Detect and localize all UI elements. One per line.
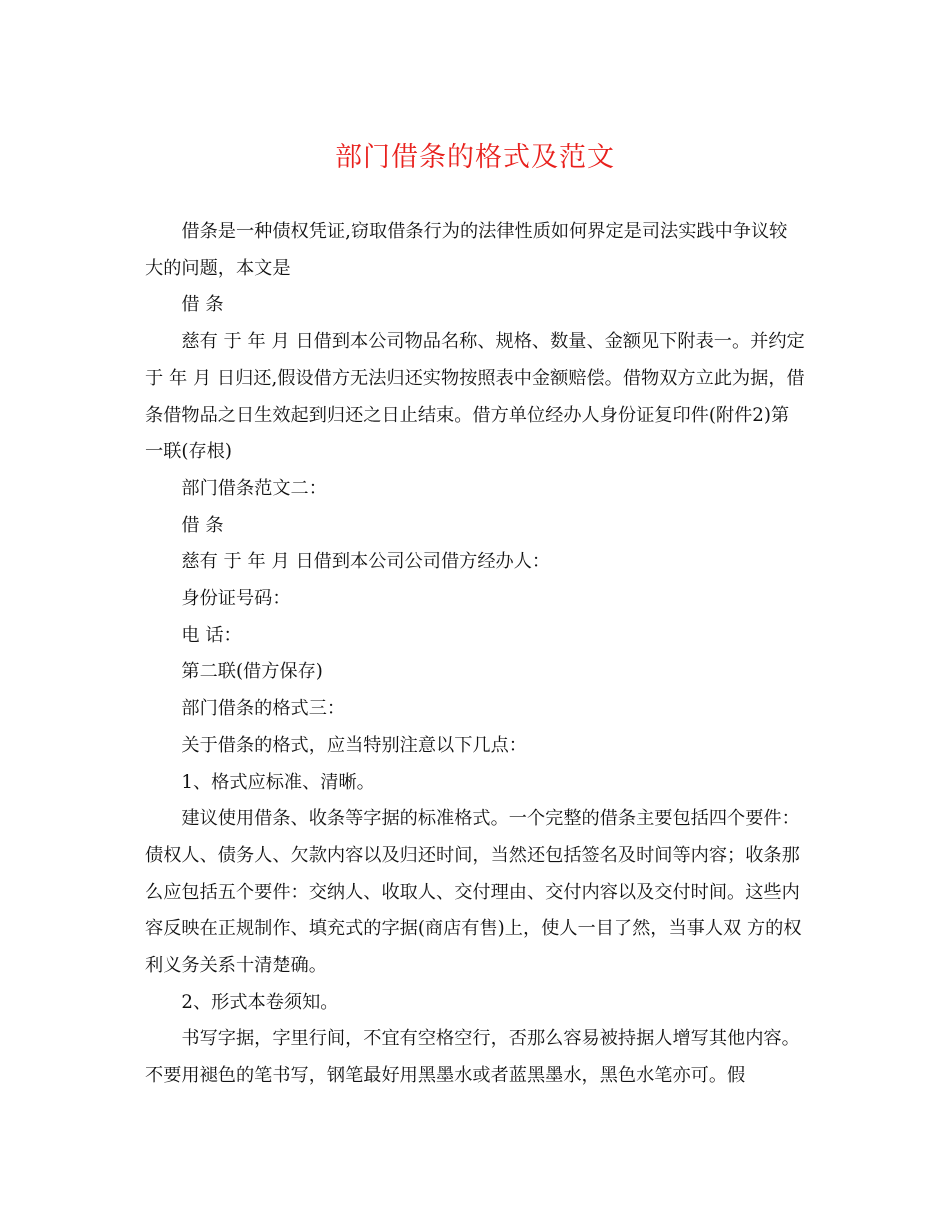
paragraph-point-2-body: 书写字据，字里行间，不宜有空格空行，否那么容易被持据人增写其他内容。不要用褪色的笔书写，钢笔最好用黑墨水或者蓝黑墨水，黑色水笔亦可。假 bbox=[145, 1028, 800, 1087]
document-title: 部门借条的格式及范文 bbox=[335, 142, 615, 173]
paragraph-point-1: 1、格式应标准、清晰。 bbox=[181, 771, 375, 793]
paragraph-heading-jietiao-2: 借 条 bbox=[181, 514, 224, 536]
paragraph-intro: 借条是一种债权凭证,窃取借条行为的法律性质如何界定是司法实践中争议较大的问题，本文是 bbox=[145, 221, 788, 279]
paragraph-heading-jietiao-1: 借 条 bbox=[181, 294, 224, 316]
paragraph-format-three-heading: 部门借条的格式三： bbox=[181, 698, 346, 720]
paragraph-sample-2-heading: 部门借条范文二： bbox=[181, 477, 327, 499]
paragraph-sample-1-body: 慈有 于 年 月 日借到本公司物品名称、规格、数量、金额见下附表一。并约定于 年 月 日归还,假设借方无法归还实物按照表中金额赔偿。借物双方立此为据，借条借物品之日生效起到归还之日止结束。借方单位经办人身份证复印件(附件2)第一联(存根) bbox=[145, 331, 805, 463]
paragraph-id-number: 身份证号码： bbox=[181, 588, 291, 610]
paragraph-sample-2-body: 慈有 于 年 月 日借到本公司公司借方经办人： bbox=[181, 551, 551, 573]
document-body bbox=[145, 214, 805, 1095]
paragraph-point-2: 2、形式本卷须知。 bbox=[181, 991, 339, 1013]
paragraph-phone: 电 话： bbox=[181, 624, 242, 646]
paragraph-format-notes-intro: 关于借条的格式，应当特别注意以下几点： bbox=[181, 734, 527, 756]
paragraph-copy-two: 第二联(借方保存) bbox=[181, 661, 323, 683]
paragraph-point-1-body: 建议使用借条、收条等字据的标准格式。一个完整的借条主要包括四个要件：债权人、债务人、欠款内容以及归还时间，当然还包括签名及时间等内容；收条那么应包括五个要件：交纳人、收取人、交付理由、交付内容以及交付时间。这些内容反映在正规制作、填充式的字据(商店有售)上，使人一目了然，当事人双 方的权利义务关系十清楚确。 bbox=[145, 808, 802, 977]
